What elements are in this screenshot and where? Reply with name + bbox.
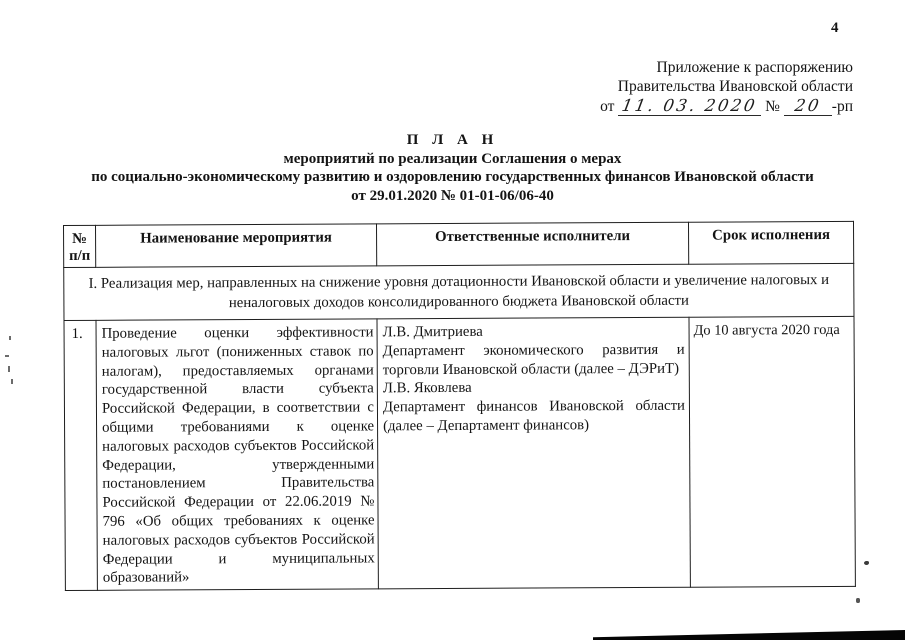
appendix-suffix: -рп <box>831 98 853 115</box>
appendix-ref-line <box>600 97 853 116</box>
section-row <box>64 263 854 320</box>
title-line-4: от 29.01.2020 № 01-01-06/06-40 <box>351 187 554 204</box>
header-executors: Ответственные исполнители <box>376 222 688 266</box>
document-title <box>0 131 905 205</box>
row-deadline: До 10 августа 2020 года <box>689 316 855 587</box>
scan-artifact <box>856 598 860 603</box>
section-title: I. Реализация мер, направленных на снижение уровня дотационности Ивановской области и увеличение налоговых и неналоговых доходов консолидированного бюджета Ивановской области <box>64 263 854 320</box>
scan-artifact <box>9 336 11 340</box>
appendix-from-label: от <box>600 98 615 115</box>
page-number: 4 <box>831 20 839 36</box>
appendix-line-1: Приложение к распоряжению <box>656 59 853 76</box>
appendix-number-sign: № <box>765 98 780 115</box>
header-deadline: Срок исполнения <box>688 221 853 264</box>
row-number: 1. <box>64 320 97 590</box>
scan-artifact <box>5 355 9 357</box>
appendix-date-underline <box>618 98 761 116</box>
handwritten-number: 20 <box>793 96 823 115</box>
plan-table <box>63 221 856 591</box>
appendix-block <box>600 58 853 116</box>
scan-artifact <box>11 379 13 384</box>
title-line-2: мероприятий по реализации Соглашения о мерах <box>283 150 622 167</box>
header-num: № п/п <box>64 225 96 267</box>
scan-artifact <box>8 366 10 372</box>
title-line-1: П Л А Н <box>406 132 499 148</box>
scan-edge-artifact <box>593 630 905 640</box>
row-activity: Проведение оценки эффективности налоговых льгот (пониженных ставок по налогам), предоставляемых органами государственной власти субъекта Российской Федерации, в соответствии с общими требованиями к оценке налоговых расходов субъектов Российской Федерации, утвержденными постановлением Правительства Российской Федерации от 22.06.2019 № 796 «Об общих требованиях к оценке налоговых расходов субъектов Российской Федерации и муниципальных образований» <box>96 319 378 591</box>
table-header-row <box>64 221 854 267</box>
appendix-number-underline <box>784 98 832 116</box>
table-row <box>64 316 855 590</box>
title-line-3: по социально-экономическому развитию и оздоровлению государственных финансов Ивановской области <box>91 169 814 185</box>
scan-artifact <box>864 561 869 565</box>
header-activity: Наименование мероприятия <box>96 224 377 267</box>
handwritten-date: 11. 03. 2020 <box>620 96 759 115</box>
appendix-line-2: Правительства Ивановской области <box>617 78 853 95</box>
row-executors: Л.В. Дмитриева Департамент экономического развития и торговли Ивановской области (далее – ДЭРиТ) Л.В. Яковлева Департамент финансов Ивановской области (далее – Департамент финансов) <box>377 317 690 589</box>
